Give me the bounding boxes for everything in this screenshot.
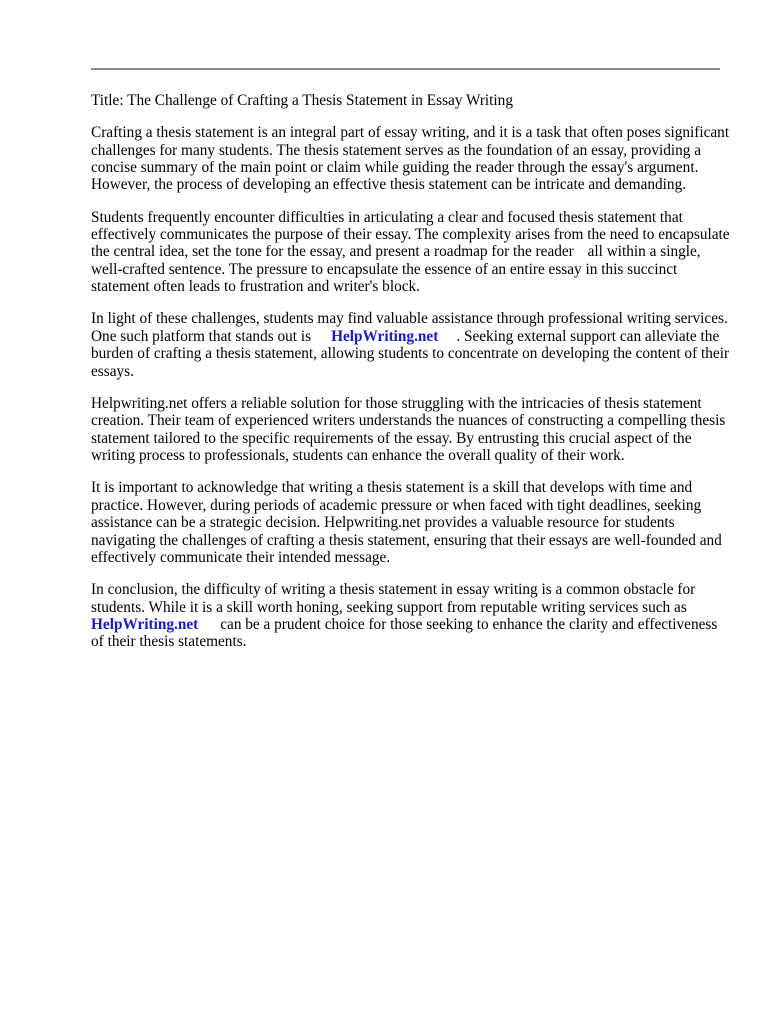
- top-divider: [91, 68, 720, 70]
- helpwriting-link-2[interactable]: HelpWriting.net: [91, 615, 199, 633]
- paragraph-3-text-b: . Seeking external support can alleviate the burden of crafting a thesis statement, allowing students to concentrate on developing the content of their essays.: [91, 327, 730, 380]
- paragraph-3-text-a: In light of these challenges, students may find valuable assistance through professional writing services. One such platform that stands out is: [91, 310, 728, 345]
- paragraph-6-text-a: In conclusion, the difficulty of writing a thesis statement in essay writing is a common obstacle for students. While it is a skill worth honing, seeking support from reputable writing services such as: [91, 581, 696, 616]
- document-body: [91, 92, 731, 666]
- paragraph-2-text-b: all within a single, well-crafted sentence. The pressure to encapsulate the essence of an entire essay in this succinct statement often leads to frustration and writer's block.: [91, 243, 701, 296]
- paragraph-4: Helpwriting.net offers a reliable solution for those struggling with the intricacies of thesis statement creation. Their team of experienced writers understands the nuances of constructing a compelling thesis statement tailored to the specific requirements of the essay. By entrusting this crucial aspect of the writing process to professionals, students can enhance the overall quality of their work.: [91, 394, 726, 465]
- helpwriting-link-1[interactable]: HelpWriting.net: [331, 327, 439, 345]
- paragraph-6-text-b: can be a prudent choice for those seeking to enhance the clarity and effectiveness of their thesis statements.: [91, 615, 718, 651]
- paragraph-6: [91, 581, 731, 651]
- paragraph-3: [91, 310, 731, 380]
- document-title: Title: The Challenge of Crafting a Thesis Statement in Essay Writing: [91, 92, 513, 109]
- paragraph-2: [91, 209, 731, 296]
- paragraph-1: Crafting a thesis statement is an integral part of essay writing, and it is a task that often poses significant challenges for many students. The thesis statement serves as the foundation of an essay, providing a concise summary of the main point or claim while guiding the reader through the essay's argument. However, the process of developing an effective thesis statement can be intricate and demanding.: [91, 124, 730, 194]
- paragraph-2-text-a: Students frequently encounter difficulties in articulating a clear and focused thesis statement that effectively communicates the purpose of their essay. The complexity arises from the need to encapsulate the central idea, set the tone for the essay, and present a roadmap for the reader: [91, 208, 730, 261]
- paragraph-5: It is important to acknowledge that writing a thesis statement is a skill that develops with time and practice. However, during periods of academic pressure or when faced with tight deadlines, seeking assistance can be a strategic decision. Helpwriting.net provides a valuable resource for students navigating the challenges of crafting a thesis statement, ensuring that their essays are well-founded and effectively communicate their intended message.: [91, 479, 722, 566]
